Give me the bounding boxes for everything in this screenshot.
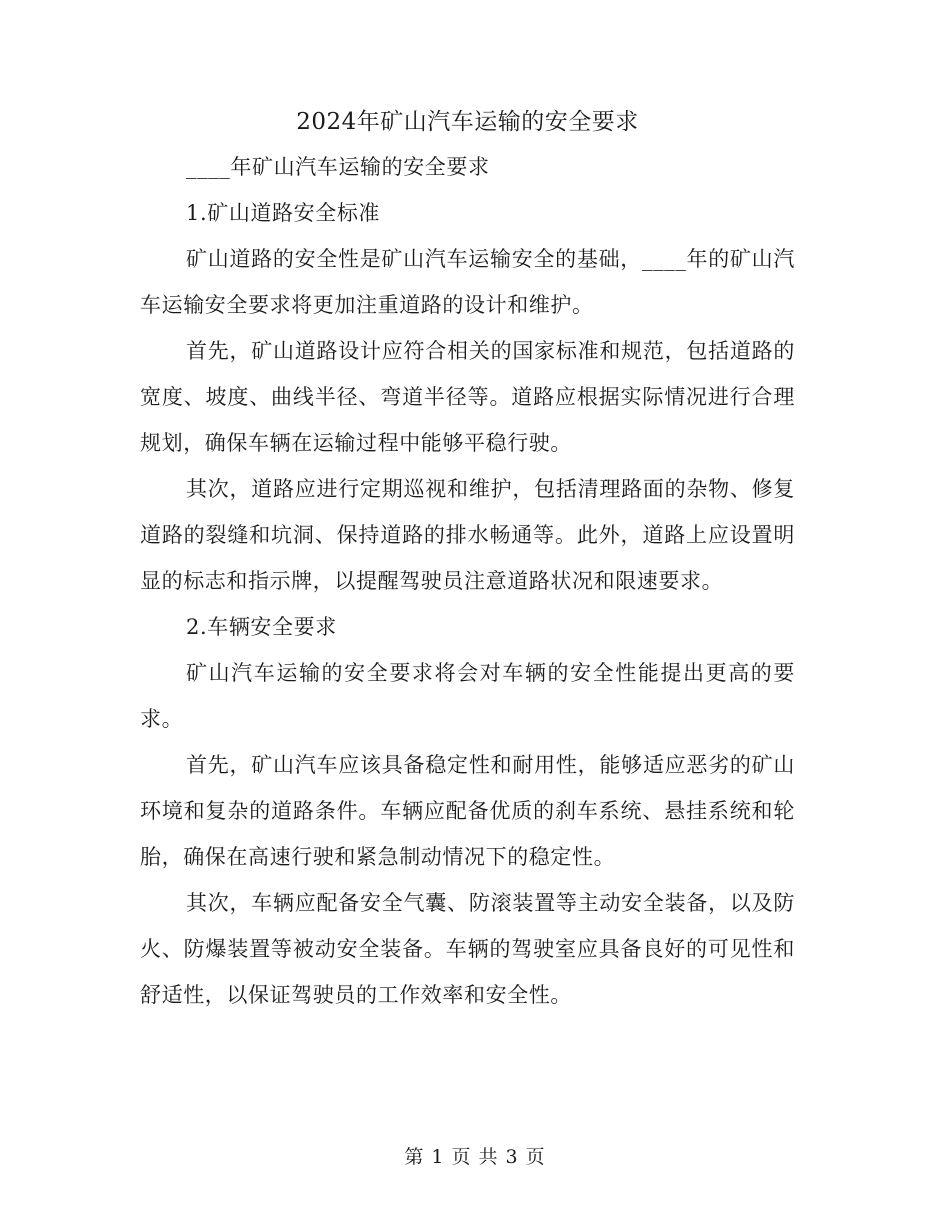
page-number-footer: 第 1 页 共 3 页 [404, 1146, 546, 1168]
paragraph-road-intro: 矿山道路的安全性是矿山汽车运输安全的基础，____年的矿山汽车运输安全要求将更加注重道路的设计和维护。 [140, 247, 795, 317]
section-heading-road-safety: 1.矿山道路安全标准 [186, 201, 381, 225]
section-heading-vehicle-safety: 2.车辆安全要求 [186, 615, 337, 639]
paragraph-vehicle-stability: 首先，矿山汽车应该具备稳定性和耐用性，能够适应恶劣的矿山环境和复杂的道路条件。车辆应配备优质的刹车系统、悬挂系统和轮胎，确保在高速行驶和紧急制动情况下的稳定性。 [140, 753, 795, 869]
document-body [140, 100, 795, 1018]
document-title: 2024年矿山汽车运输的安全要求 [296, 109, 639, 135]
paragraph-road-design: 首先，矿山道路设计应符合相关的国家标准和规范，包括道路的宽度、坡度、曲线半径、弯道半径等。道路应根据实际情况进行合理规划，确保车辆在运输过程中能够平稳行驶。 [140, 339, 795, 455]
paragraph-vehicle-equipment: 其次，车辆应配备安全气囊、防滚装置等主动安全装备，以及防火、防爆装置等被动安全装备。车辆的驾驶室应具备良好的可见性和舒适性，以保证驾驶员的工作效率和安全性。 [140, 891, 795, 1007]
paragraph-road-maintenance: 其次，道路应进行定期巡视和维护，包括清理路面的杂物、修复道路的裂缝和坑洞、保持道路的排水畅通等。此外，道路上应设置明显的标志和指示牌，以提醒驾驶员注意道路状况和限速要求。 [140, 477, 795, 593]
document-subtitle: ____年矿山汽车运输的安全要求 [186, 155, 490, 179]
paragraph-vehicle-intro: 矿山汽车运输的安全要求将会对车辆的安全性能提出更高的要求。 [140, 661, 795, 731]
